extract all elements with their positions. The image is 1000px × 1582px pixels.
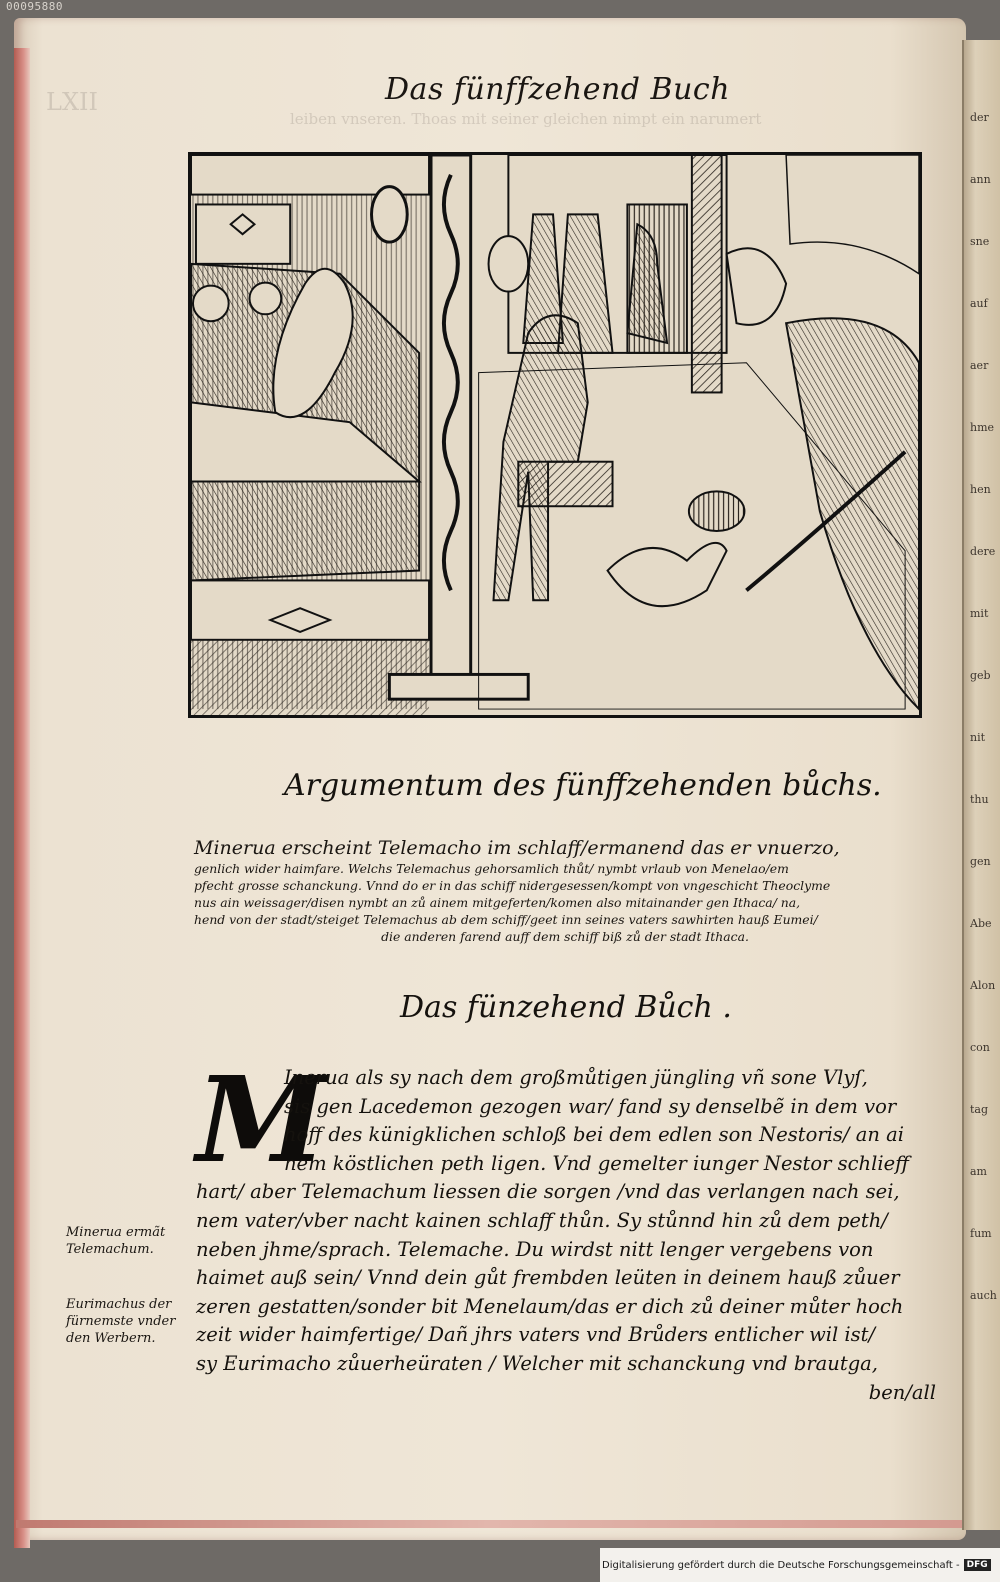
marginal-note [66, 1224, 196, 1258]
body-text [196, 1050, 936, 1407]
next-page-fragment: Alon [970, 979, 996, 992]
body-line: hart/ aber Telemachum liessen die sorgen /vnd das verlangen nach sei, [196, 1180, 900, 1204]
argument-paragraph [194, 836, 936, 945]
page-edge [14, 48, 30, 1548]
next-page-fragment: auch [970, 1289, 997, 1302]
drop-cap: M [196, 1050, 327, 1189]
marginal-line: Minerua ermãt [66, 1225, 166, 1240]
bleed-page-number: LXII [46, 88, 98, 116]
next-page-fragment: nit [970, 731, 986, 744]
next-page-fragment: tag [970, 1103, 989, 1116]
body-line: zeren gestatten/sonder bit Menelaum/das er dich zů deiner můter hoch [196, 1294, 904, 1318]
body-line: Inerua als sy nach dem großmůtigen jüngling vñ sone Vlyſ, [284, 1066, 868, 1089]
body-line: haimet auß sein/ Vnnd dein gůt frembden leüten in deinem hauß zůuer [196, 1266, 900, 1290]
next-page-fragment: geb [970, 669, 991, 682]
next-page-fragment: dere [970, 545, 996, 558]
dfg-logo: DFG [964, 1559, 991, 1571]
body-line: nem vater/vber nacht kainen schlaff thůn. Sy stůnnd hin zů dem peth/ [196, 1208, 888, 1232]
body-line: sis gen Lacedemon gezogen war/ fand sy denselbẽ in dem vor [284, 1094, 897, 1118]
next-page-fragment: Abe [970, 917, 992, 930]
argument-title: Argumentum des fünffzehenden bůchs. [284, 768, 882, 803]
next-page-fragment: con [970, 1041, 990, 1054]
next-page-fragment: auf [970, 297, 988, 310]
digitization-footer [600, 1548, 1000, 1582]
next-page-fragment: hme [970, 421, 995, 434]
next-page-fragment: sne [970, 235, 990, 248]
next-page-fragment: am [970, 1165, 987, 1178]
next-page-fragment: hen [970, 483, 991, 496]
argument-line: pfecht grosse schanckung. Vnnd do er in das schiff nidergesessen/kompt von vngeschicht Theoclyme [194, 878, 831, 893]
next-page-fragment: ann [970, 173, 991, 186]
argument-line: hend von der stadt/steiget Telemachus ab dem schiff/geet inn seines vaters sawhirten hauß Eumei/ [194, 912, 818, 927]
body-line: hoff des künigklichen schloß bei dem edlen son Nestoris/ an ai [284, 1123, 904, 1147]
next-page-fragment: mit [970, 607, 989, 620]
next-page-edge [962, 40, 1000, 1530]
next-page-fragment: thu [970, 793, 989, 806]
book-title: Das fünzehend Bůch . [400, 990, 732, 1025]
footer-text: Digitalisierung gefördert durch die Deutsche Forschungsgemeinschaft - [602, 1559, 960, 1571]
next-page-fragment: der [970, 111, 989, 124]
argument-line: nus ain weissager/disen nymbt an zů ainem mitgeferten/komen also mitainander gen Ithaca/ na, [194, 895, 801, 910]
catchword: ben/all [868, 1380, 936, 1404]
body-line: nem köstlichen peth ligen. Vnd gemelter iunger Nestor schlieff [284, 1151, 909, 1175]
running-header: Das fünffzehend Buch [385, 72, 731, 107]
woodcut-image [191, 155, 919, 715]
woodcut-illustration [188, 152, 922, 718]
body-line: sy Eurimacho zůuerheüraten / Welcher mit schanckung vnd brautga, [196, 1351, 878, 1375]
argument-line: die anderen farend auff dem schiff biß zů der stadt Ithaca. [381, 929, 749, 944]
next-page-fragment: gen [970, 855, 991, 868]
argument-line: genlich wider haimfare. Welchs Telemachus gehorsamlich thůt/ nymbt vrlaub von Menelao/em [194, 861, 789, 876]
marginal-line: fürnemste vnder [66, 1314, 176, 1329]
marginal-line: Eurimachus der [66, 1297, 172, 1312]
marginal-note [66, 1296, 196, 1347]
argument-line: Minerua erscheint Telemacho im schlaff/ermanend das er vnuerzo, [194, 837, 840, 859]
marginal-line: Telemachum. [66, 1242, 154, 1257]
marginal-line: den Werbern. [66, 1331, 156, 1346]
next-page-fragment: aer [970, 359, 989, 372]
page-edge-bottom [16, 1520, 962, 1528]
body-line: zeit wider haimfertige/ Dañ jhrs vaters vnd Brůders entlicher wil ist/ [196, 1323, 876, 1347]
next-page-fragment: fum [970, 1227, 992, 1240]
body-line: neben jhme/sprach. Telemache. Du wirdst nitt lenger vergebens von [196, 1237, 874, 1261]
bleed-line: leiben vnseren. Thoas mit seiner gleichen nimpt ein narumert [290, 110, 762, 128]
scan-id: 00095880 [6, 0, 63, 13]
